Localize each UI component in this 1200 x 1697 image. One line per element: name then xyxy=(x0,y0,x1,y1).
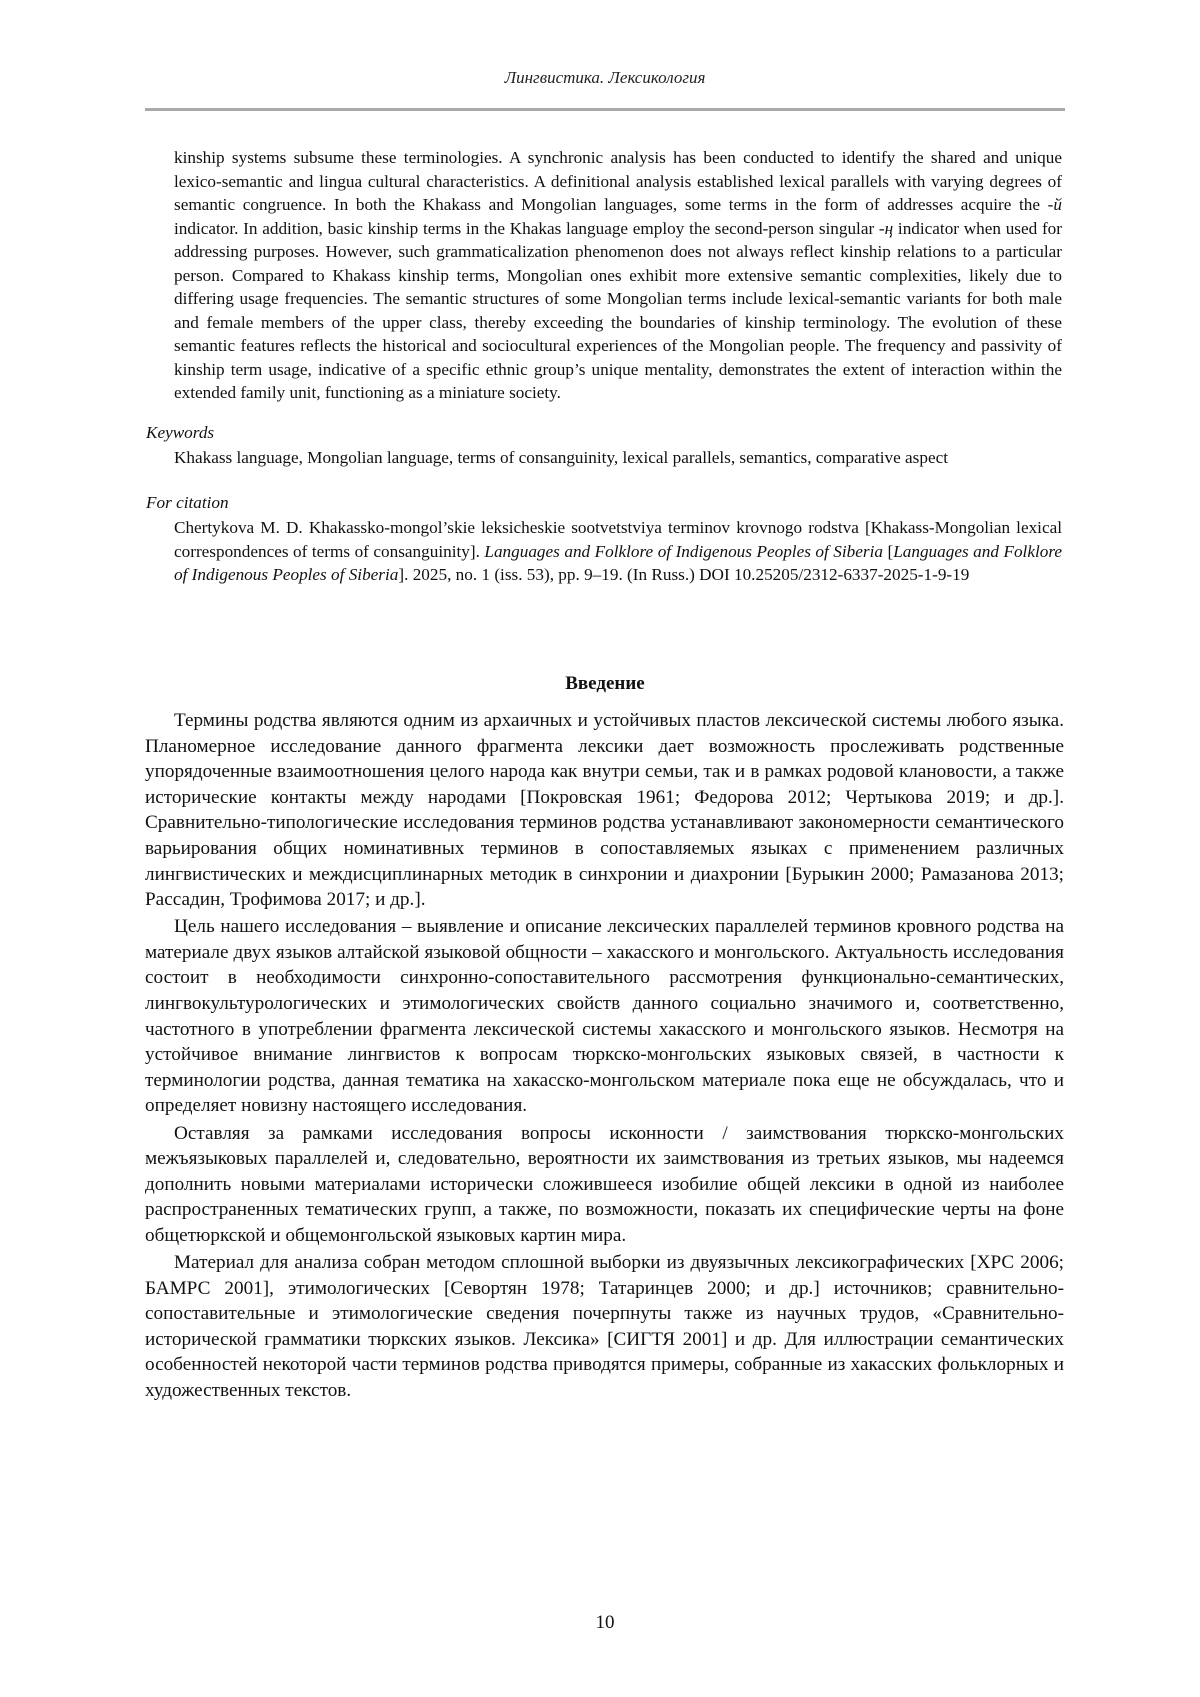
introduction-body xyxy=(145,708,1064,1405)
header-rule xyxy=(145,108,1065,111)
keywords-text: Khakass language, Mongolian language, terms of consanguinity, lexical parallels, semantics, comparative aspect xyxy=(174,448,948,467)
citation-journal: Languages and Folklore of Indigenous Peoples of Siberia xyxy=(484,541,883,561)
citation-part-3: ]. 2025, no. 1 (iss. 53), pp. 9–19. (In Russ.) DOI 10.25205/2312-6337-2025-1-9-19 xyxy=(398,565,970,584)
citation-part-2: [ xyxy=(882,541,894,561)
abstract-part-2: indicator. In addition, basic kinship terms in the Khakas language employ the second-person singular xyxy=(174,218,879,238)
abstract-marker-1: -й xyxy=(1047,195,1062,214)
running-head: Лингвистика. Лексикология xyxy=(504,68,706,87)
introduction-heading: Введение xyxy=(565,673,645,694)
citation-label: For citation xyxy=(146,493,229,512)
abstract-part-3: indicator when used for addressing purposes. However, such grammaticalization phenomenon does not always reflect kinship relations to a particular person. Compared to Khakass kinship terms, Mongolian ones exhibit more extensive semantic complexities, likely due to differing usage frequencies. The semantic structures of some Mongolian terms include lexical-semantic variants for both male and female members of the upper class, thereby exceeding the boundaries of kinship terminology. The evolution of these semantic features reflects the historical and sociocultural experiences of the Mongolian people. The frequency and passivity of kinship term usage, indicative of a specific ethnic group’s unique mentality, demonstrates the extent of interaction within the extended family unit, functioning as a miniature society. xyxy=(174,218,1062,402)
page-number: 10 xyxy=(595,1612,615,1633)
body-paragraph: Материал для анализа собран методом сплошной выборки из двуязычных лексикографических [ХРС 2006; БАМРС 2001], этимологических [Севортян 1978; Татаринцев 2000; и др.] источников; сравнительно-сопоставительные и этимологические сведения почерпнуты также из научных трудов, «Сравнительно-исторической грамматики тюркских языков. Лексика» [СИГТЯ 2001] и др. Для иллюстрации семантических особенностей некоторой части терминов родства приводятся примеры, собранные из хакасских фольклорных и художественных текстов. xyxy=(145,1251,1064,1401)
citation-journal-en: Languages and Folklore of Indigenous Peoples of Siberia xyxy=(174,541,1062,584)
abstract-text xyxy=(174,146,1062,405)
body-paragraph: Цель нашего исследования – выявление и описание лексических параллелей терминов кровного родства на материале двух языков алтайской языковой общности – хакасского и монгольского. Актуальность исследования состоит в необходимости синхронно-сопоставительного рассмотрения функционально-семантических, лингвокультурологических и этимологических свойств данного социально значимого и, соответственно, частотного в употреблении фрагмента лексической системы хакасского и монгольского языков. Несмотря на устойчивое внимание лингвистов к вопросам тюркско-монгольских языковых связей, в частности к терминологии родства, данная тематика на хакасско-монгольском материале пока еще не обсуждалась, что и определяет новизну настоящего исследования. xyxy=(145,916,1064,1117)
body-paragraph: Оставляя за рамками исследования вопросы исконности / заимствования тюркско-монгольских межъязыковых параллелей и, следовательно, вероятности их заимствования из третьих языков, мы надеемся дополнить новыми материалами исторически сложившееся изобилие общей лексики в одной из наиболее распространенных тематических групп, а также, по возможности, показать их специфические черты на фоне общетюркской и общемонгольской языковых картин мира. xyxy=(145,1122,1064,1246)
body-paragraph: Термины родства являются одним из архаичных и устойчивых пластов лексической системы любого языка. Планомерное исследование данного фрагмента лексики дает возможность прослеживать родственные упорядоченные взаимоотношения целого народа как внутри семьи, так и в рамках родовой клановости, а также исторические контакты между народами [Покровская 1961; Федорова 2012; Чертыкова 2019; и др.]. Сравнительно-типологические исследования терминов родства устанавливают закономерности семантического варьирования общих номинативных терминов в сопоставляемых языках с применением различных лингвистических и междисциплинарных методик в синхронии и диахронии [Бурыкин 2000; Рамазанова 2013; Рассадин, Трофимова 2017; и др.]. xyxy=(145,710,1064,911)
citation-text xyxy=(174,516,1062,587)
keywords-label: Keywords xyxy=(146,423,215,442)
citation-part-1: Chertykova M. D. Khakassko-mongol’skie leksicheskie sootvetstviya terminov krovnogo rodstva [Khakass-Mongolian lexical correspondences of terms of consanguinity]. xyxy=(174,518,1062,561)
abstract-part-1: kinship systems subsume these terminologies. A synchronic analysis has been conducted to identify the shared and unique lexico-semantic and lingua cultural characteristics. A definitional analysis established lexical parallels with varying degrees of semantic congruence. In both the Khakass and Mongolian languages, some terms in the form of addresses acquire the xyxy=(174,148,1062,214)
abstract-marker-2: -ң xyxy=(878,218,894,238)
